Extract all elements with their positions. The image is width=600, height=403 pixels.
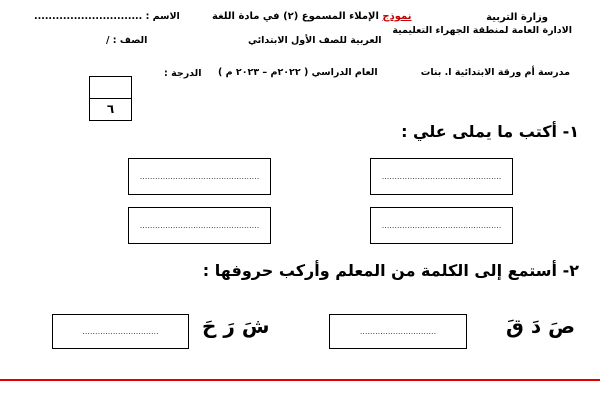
directorate-name: الادارة العامة لمنطقة الجهراء التعليمية: [392, 25, 572, 36]
answer-line: ...............................................: [381, 221, 502, 230]
answer-box-1[interactable]: [370, 158, 513, 195]
answer-line: ...............................................: [139, 172, 260, 181]
class-field[interactable]: الصف : /: [106, 35, 148, 46]
answer-box-4[interactable]: [128, 207, 271, 244]
compose-box-1[interactable]: [329, 314, 467, 349]
exam-title-highlight: نموذج: [382, 11, 412, 22]
school-name: مدرسة أم ورقة الابتدائية ا. بنات: [420, 67, 570, 78]
page-divider: [0, 379, 600, 381]
compose-line: ..............................: [359, 327, 437, 336]
grade-score-cell[interactable]: [90, 77, 131, 99]
grade-label: الدرجة :: [164, 68, 202, 79]
question-2-text: ٢- أستمع إلى الكلمة من المعلم وأركب حروفها :: [202, 261, 579, 280]
answer-box-3[interactable]: [370, 207, 513, 244]
exam-title-rest: الإملاء المسموع (٢) في مادة اللغة: [212, 11, 379, 22]
exam-subtitle: العربية للصف الأول الابتدائي: [248, 35, 382, 46]
exam-title: [212, 11, 411, 22]
grade-total: ٦: [106, 102, 115, 117]
compose-box-2[interactable]: [52, 314, 189, 349]
compose-line: ..............................: [82, 327, 159, 336]
letters-group-2: شَ رَ حَ: [202, 314, 270, 338]
answer-line: ...............................................: [381, 172, 502, 181]
student-name-field[interactable]: الاسم : ..............................: [34, 11, 180, 22]
letters-group-1: صَ دَ قَ: [506, 314, 575, 338]
answer-box-2[interactable]: [128, 158, 271, 195]
grade-box: [89, 76, 132, 121]
school-year: العام الدراسي ( ٢٠٢٢م – ٢٠٢٣ م ): [218, 67, 378, 78]
answer-line: ...............................................: [139, 221, 260, 230]
question-1-text: ١- أكتب ما يملى علي :: [401, 122, 579, 141]
ministry-name: وزارة التربية: [486, 12, 548, 23]
